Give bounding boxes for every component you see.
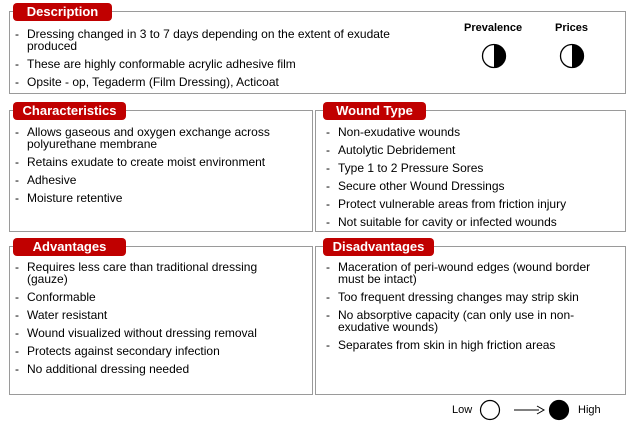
legend-low-label: Low [452, 404, 473, 416]
arrow-right-icon [513, 404, 545, 416]
list-item: - Secure other Wound Dressings [324, 180, 619, 192]
list-item: - No additional dressing needed [13, 363, 298, 375]
list-item: - Maceration of peri-wound edges (wound border must be intact) [324, 261, 616, 285]
list-item: - Autolytic Debridement [324, 144, 619, 156]
characteristics-title: Characteristics [13, 102, 126, 120]
list-item: - Non-exudative wounds [324, 126, 619, 138]
list-item: - These are highly conformable acrylic adhesive film [13, 58, 413, 70]
description-panel [9, 4, 626, 94]
list-item: - Too frequent dressing changes may strip skin [324, 291, 616, 303]
list-item: - Protects against secondary infection [13, 345, 298, 357]
description-list [13, 28, 413, 94]
prevalence-label: Prevalence [464, 22, 523, 34]
disadvantages-panel [315, 239, 626, 395]
list-item: - Dressing changed in 3 to 7 days depending on the extent of exudate produced [13, 28, 413, 52]
list-item: - Adhesive [13, 174, 298, 186]
list-item: - Allows gaseous and oxygen exchange across polyurethane membrane [13, 126, 298, 150]
disadvantages-list [324, 261, 616, 357]
empty-circle-icon [479, 399, 501, 421]
wound-type-list [324, 126, 619, 234]
advantages-title: Advantages [13, 238, 126, 256]
description-title: Description [13, 3, 112, 21]
filled-circle-icon [548, 399, 570, 421]
list-item: - Type 1 to 2 Pressure Sores [324, 162, 619, 174]
list-item: - Opsite - op, Tegaderm (Film Dressing), Acticoat [13, 76, 413, 88]
list-item: - Retains exudate to create moist environment [13, 156, 298, 168]
prevalence-rating-icon [481, 43, 507, 69]
wound-type-title: Wound Type [323, 102, 426, 120]
list-item: - Conformable [13, 291, 298, 303]
prices-label: Prices [555, 22, 589, 34]
legend-high-label: High [578, 404, 601, 416]
list-item: - Water resistant [13, 309, 298, 321]
advantages-panel [9, 239, 313, 395]
characteristics-panel [9, 103, 313, 232]
list-item: - Separates from skin in high friction areas [324, 339, 616, 351]
disadvantages-title: Disadvantages [323, 238, 434, 256]
list-item: - Protect vulnerable areas from friction injury [324, 198, 619, 210]
prices-rating-icon [559, 43, 585, 69]
list-item: - No absorptive capacity (can only use in non-exudative wounds) [324, 309, 616, 333]
list-item: - Wound visualized without dressing removal [13, 327, 298, 339]
list-item: - Moisture retentive [13, 192, 298, 204]
characteristics-list [13, 126, 298, 210]
list-item: - Requires less care than traditional dressing (gauze) [13, 261, 298, 285]
list-item: - Not suitable for cavity or infected wounds [324, 216, 619, 228]
wound-type-panel [315, 103, 626, 232]
advantages-list [13, 261, 298, 381]
